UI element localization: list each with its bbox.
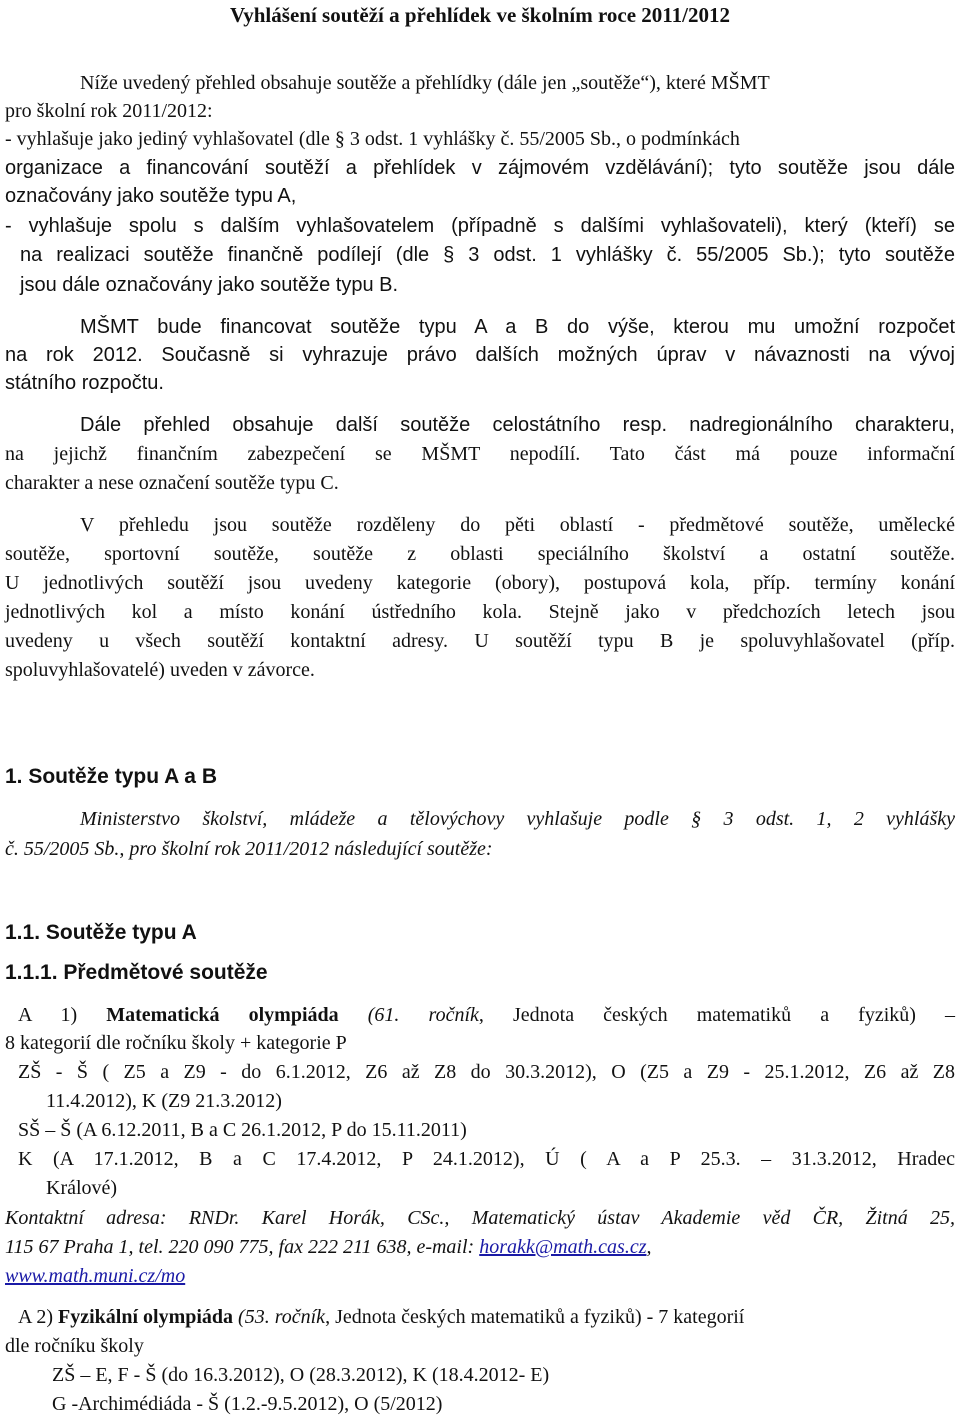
intro-text: , o podmínkách bbox=[616, 128, 740, 150]
contact-text: 115 67 Praha 1, tel. 220 090 775, fax 222 211 638, e-mail: bbox=[5, 1236, 475, 1258]
competition-categories: 8 kategorií dle ročníku školy + kategorie P bbox=[5, 1032, 347, 1054]
competition-header bbox=[18, 1304, 960, 1330]
section-intro-line: Ministerstvo školství, mládeže a tělovýchovy vyhlašuje podle § 3 odst. 1, 2 vyhlášky bbox=[80, 808, 955, 830]
paragraph-line: spoluvyhlašovatelé) uveden v závorce. bbox=[5, 659, 315, 681]
paragraph-line: MŠMT bude financovat soutěže typu A a B do výše, kterou mu umožní rozpočet bbox=[80, 316, 955, 338]
subsection-heading: 1.1. Soutěže typu A bbox=[5, 921, 197, 944]
section-heading: 1. Soutěže typu A a B bbox=[5, 765, 217, 788]
competition-organizer: , Jednota českých matematiků a fyziků) – bbox=[478, 1004, 956, 1026]
intro-line: organizace a financování soutěží a přehlídek v zájmovém vzdělávání); tyto soutěže jsou dále bbox=[5, 157, 955, 179]
subsubsection-heading: 1.1.1. Předmětové soutěže bbox=[5, 961, 268, 984]
round-schedule: ZŠ – E, F - Š (do 16.3.2012), O (28.3.2012), K (18.4.2012- E) bbox=[52, 1364, 550, 1386]
paragraph-line: soutěže, sportovní soutěže, soutěže z oblasti speciálního školství a ostatní soutěže. bbox=[5, 543, 955, 565]
competition-number: A 2) bbox=[18, 1306, 53, 1328]
competition-edition: (61. bbox=[367, 1004, 400, 1026]
round-schedule: ZŠ - Š ( Z5 a Z9 - do 6.1.2012, Z6 až Z8 do 30.3.2012), O (Z5 a Z9 - 25.1.2012, Z6 až Z8 bbox=[18, 1061, 955, 1083]
round-schedule: Králové) bbox=[46, 1177, 118, 1199]
contact-line: Kontaktní adresa: RNDr. Karel Horák, CSc., Matematický ústav Akademie věd ČR, Žitná 25, bbox=[5, 1207, 955, 1229]
paragraph-line: státního rozpočtu. bbox=[5, 372, 164, 394]
paragraph-line: V přehledu jsou soutěže rozděleny do pěti oblastí - předmětové soutěže, umělecké bbox=[80, 514, 955, 536]
competition-organizer: , Jednota českých matematiků a fyziků) - 7 kategorií bbox=[325, 1306, 745, 1328]
intro-line: pro školní rok 2011/2012: bbox=[5, 100, 213, 122]
round-schedule: K (A 17.1.2012, B a C 17.4.2012, P 24.1.2012), Ú ( A a P 25.3. – 31.3.2012, Hradec bbox=[18, 1148, 955, 1170]
paragraph-line: Dále přehled obsahuje další soutěže celostátního resp. nadregionálního charakteru, bbox=[80, 414, 955, 436]
intro-line: Níže uvedený přehled obsahuje soutěže a přehlídky (dále jen „soutěže“), které MŠMT bbox=[80, 72, 770, 94]
paragraph-line: U jednotlivých soutěží jsou uvedeny kategorie (obory), postupová kola, příp. termíny konání bbox=[5, 572, 955, 594]
competition-name: Matematická olympiáda bbox=[106, 1004, 339, 1026]
contact-line: 115 67 Praha 1, tel. 220 090 775, fax 222 211 638, e-mail: horakk@math.cas.cz, bbox=[5, 1236, 652, 1258]
competition-categories: dle ročníku školy bbox=[5, 1335, 144, 1357]
paragraph-line: na rok 2012. Současně si vyhrazuje právo dalších možných úprav v návaznosti na vývoj bbox=[5, 344, 955, 366]
paragraph-line: charakter a nese označení soutěže typu C. bbox=[5, 472, 339, 494]
round-schedule: G -Archimédiáda - Š (1.2.-9.5.2012), O (5/2012) bbox=[52, 1393, 443, 1415]
section-intro-line: č. 55/2005 Sb., pro školní rok 2011/2012 následující soutěže: bbox=[5, 838, 493, 860]
intro-text: - vyhlašuje jako jediný vyhlašovatel (dle § 3 odst. 1 vyhlášky č. 55/2005 Sb. bbox=[5, 128, 617, 150]
competition-edition: (53. bbox=[238, 1306, 270, 1328]
web-link[interactable]: www.math.muni.cz/mo bbox=[5, 1265, 186, 1287]
paragraph-line: uvedeny u všech soutěží kontaktní adresy. U soutěží typu B je spoluvyhlašovatel (příp. bbox=[5, 630, 955, 652]
paragraph-line: jednotlivých kol a místo konání ústředního kola. Stejně jako v předchozích letech jsou bbox=[5, 601, 955, 623]
intro-line: jsou dále označovány jako soutěže typu B. bbox=[20, 274, 399, 296]
competition-number: A 1) bbox=[18, 1004, 78, 1026]
intro-line bbox=[5, 126, 955, 152]
paragraph-line: na jejichž finančním zabezpečení se MŠMT nepodílí. Tato část má pouze informační bbox=[5, 443, 955, 465]
email-link[interactable]: horakk@math.cas.cz bbox=[479, 1236, 647, 1258]
competition-header bbox=[18, 1002, 955, 1028]
intro-line: označovány jako soutěže typu A, bbox=[5, 185, 297, 207]
round-schedule: SŠ – Š (A 6.12.2011, B a C 26.1.2012, P do 15.11.2011) bbox=[18, 1119, 467, 1141]
contact-line bbox=[5, 1263, 960, 1289]
intro-line: na realizaci soutěže finančně podílejí (dle § 3 odst. 1 vyhlášky č. 55/2005 Sb.); tyto soutěže bbox=[20, 244, 955, 266]
round-schedule: 11.4.2012), K (Z9 21.3.2012) bbox=[46, 1090, 282, 1112]
competition-edition: ročník bbox=[274, 1306, 326, 1328]
competition-name: Fyzikální olympiáda bbox=[58, 1306, 234, 1328]
competition-edition: ročník bbox=[428, 1004, 479, 1026]
intro-line: - vyhlašuje spolu s dalším vyhlašovatelem (případně s dalšími vyhlašovateli), který (kteří) se bbox=[5, 215, 955, 237]
page-title: Vyhlášení soutěží a přehlídek ve školním roce 2011/2012 bbox=[230, 3, 730, 27]
